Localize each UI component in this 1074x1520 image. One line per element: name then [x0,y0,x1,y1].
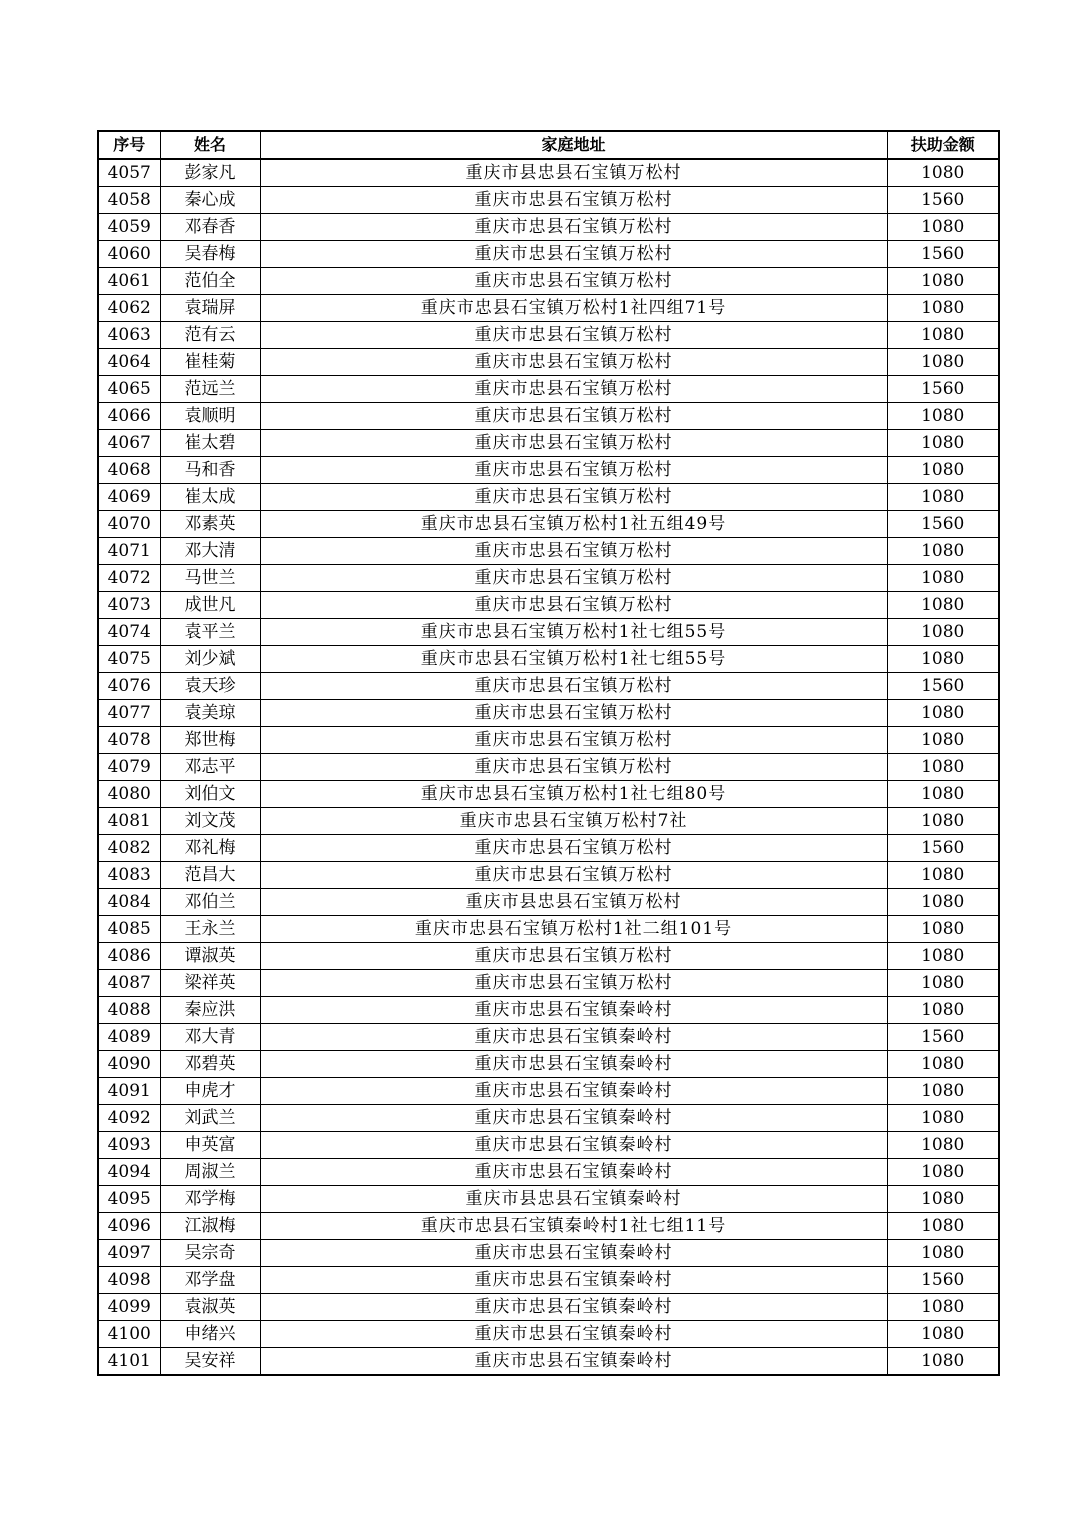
address-cell: 重庆市县忠县石宝镇万松村 [260,889,887,916]
name-cell: 范远兰 [160,376,260,403]
address-cell: 重庆市县忠县石宝镇秦岭村 [260,1186,887,1213]
serial-number-cell: 4062 [98,295,160,322]
serial-number-cell: 4082 [98,835,160,862]
amount-cell: 1080 [887,1348,999,1376]
amount-cell: 1080 [887,808,999,835]
serial-number-cell: 4074 [98,619,160,646]
name-cell: 邓春香 [160,214,260,241]
address-cell: 重庆市忠县石宝镇万松村 [260,943,887,970]
address-cell: 重庆市忠县石宝镇万松村 [260,214,887,241]
table-row [98,565,999,592]
amount-cell: 1080 [887,916,999,943]
header-home-address: 家庭地址 [260,131,887,159]
amount-cell: 1080 [887,565,999,592]
amount-cell: 1080 [887,889,999,916]
serial-number-cell: 4077 [98,700,160,727]
name-cell: 成世凡 [160,592,260,619]
table-row [98,781,999,808]
table-row [98,889,999,916]
name-cell: 袁美琼 [160,700,260,727]
table-row [98,646,999,673]
serial-number-cell: 4081 [98,808,160,835]
serial-number-cell: 4086 [98,943,160,970]
name-cell: 范昌大 [160,862,260,889]
serial-number-cell: 4071 [98,538,160,565]
name-cell: 吴宗奇 [160,1240,260,1267]
serial-number-cell: 4085 [98,916,160,943]
address-cell: 重庆市忠县石宝镇秦岭村1社七组11号 [260,1213,887,1240]
address-cell: 重庆市忠县石宝镇万松村 [260,835,887,862]
amount-cell: 1080 [887,1321,999,1348]
table-row [98,511,999,538]
table-row [98,835,999,862]
serial-number-cell: 4060 [98,241,160,268]
address-cell: 重庆市忠县石宝镇秦岭村 [260,1267,887,1294]
amount-cell: 1080 [887,268,999,295]
table-row [98,943,999,970]
table-row [98,727,999,754]
amount-cell: 1080 [887,754,999,781]
table-row [98,1078,999,1105]
address-cell: 重庆市忠县石宝镇万松村 [260,592,887,619]
address-cell: 重庆市忠县石宝镇万松村1社四组71号 [260,295,887,322]
name-cell: 梁祥英 [160,970,260,997]
name-cell: 范有云 [160,322,260,349]
serial-number-cell: 4096 [98,1213,160,1240]
name-cell: 刘文茂 [160,808,260,835]
address-cell: 重庆市忠县石宝镇万松村1社七组55号 [260,619,887,646]
amount-cell: 1080 [887,1132,999,1159]
table-row [98,1213,999,1240]
address-cell: 重庆市忠县石宝镇秦岭村 [260,1051,887,1078]
name-cell: 申绪兴 [160,1321,260,1348]
name-cell: 崔桂菊 [160,349,260,376]
name-cell: 崔太碧 [160,430,260,457]
table-row [98,970,999,997]
serial-number-cell: 4068 [98,457,160,484]
amount-cell: 1080 [887,970,999,997]
serial-number-cell: 4087 [98,970,160,997]
table-row [98,1348,999,1376]
header-assistance-amount: 扶助金额 [887,131,999,159]
address-cell: 重庆市忠县石宝镇秦岭村 [260,1078,887,1105]
name-cell: 邓大青 [160,1024,260,1051]
table-row [98,916,999,943]
name-cell: 江淑梅 [160,1213,260,1240]
table-row [98,241,999,268]
name-cell: 邓碧英 [160,1051,260,1078]
serial-number-cell: 4101 [98,1348,160,1376]
address-cell: 重庆市忠县石宝镇秦岭村 [260,1105,887,1132]
serial-number-cell: 4059 [98,214,160,241]
address-cell: 重庆市忠县石宝镇秦岭村 [260,1321,887,1348]
address-cell: 重庆市忠县石宝镇万松村 [260,187,887,214]
table-row [98,1051,999,1078]
serial-number-cell: 4080 [98,781,160,808]
table-row [98,457,999,484]
name-cell: 邓伯兰 [160,889,260,916]
address-cell: 重庆市忠县石宝镇万松村7社 [260,808,887,835]
table-row [98,1240,999,1267]
address-cell: 重庆市忠县石宝镇万松村 [260,727,887,754]
serial-number-cell: 4098 [98,1267,160,1294]
serial-number-cell: 4075 [98,646,160,673]
serial-number-cell: 4065 [98,376,160,403]
serial-number-cell: 4061 [98,268,160,295]
table-row [98,430,999,457]
table-row [98,1267,999,1294]
serial-number-cell: 4073 [98,592,160,619]
table-row [98,862,999,889]
amount-cell: 1080 [887,1078,999,1105]
amount-cell: 1080 [887,1294,999,1321]
name-cell: 邓学盘 [160,1267,260,1294]
serial-number-cell: 4079 [98,754,160,781]
serial-number-cell: 4093 [98,1132,160,1159]
assistance-table [97,130,1000,1376]
table-row [98,1294,999,1321]
amount-cell: 1080 [887,943,999,970]
amount-cell: 1560 [887,1024,999,1051]
name-cell: 秦应洪 [160,997,260,1024]
table-row [98,268,999,295]
serial-number-cell: 4092 [98,1105,160,1132]
address-cell: 重庆市忠县石宝镇万松村1社五组49号 [260,511,887,538]
name-cell: 刘少斌 [160,646,260,673]
serial-number-cell: 4090 [98,1051,160,1078]
name-cell: 吴春梅 [160,241,260,268]
address-cell: 重庆市忠县石宝镇秦岭村 [260,1348,887,1376]
table-row [98,1186,999,1213]
name-cell: 刘武兰 [160,1105,260,1132]
table-row [98,592,999,619]
name-cell: 崔太成 [160,484,260,511]
amount-cell: 1080 [887,214,999,241]
table-row [98,1024,999,1051]
address-cell: 重庆市忠县石宝镇万松村1社二组101号 [260,916,887,943]
amount-cell: 1080 [887,646,999,673]
name-cell: 袁天珍 [160,673,260,700]
serial-number-cell: 4066 [98,403,160,430]
amount-cell: 1080 [887,781,999,808]
address-cell: 重庆市忠县石宝镇万松村 [260,862,887,889]
table-header [98,131,999,159]
table-row [98,159,999,187]
serial-number-cell: 4063 [98,322,160,349]
address-cell: 重庆市忠县石宝镇万松村 [260,538,887,565]
address-cell: 重庆市忠县石宝镇万松村 [260,430,887,457]
serial-number-cell: 4064 [98,349,160,376]
table-row [98,997,999,1024]
address-cell: 重庆市忠县石宝镇万松村 [260,565,887,592]
serial-number-cell: 4097 [98,1240,160,1267]
name-cell: 马世兰 [160,565,260,592]
serial-number-cell: 4091 [98,1078,160,1105]
table-row [98,349,999,376]
amount-cell: 1080 [887,619,999,646]
serial-number-cell: 4095 [98,1186,160,1213]
table-row [98,673,999,700]
header-name: 姓名 [160,131,260,159]
amount-cell: 1080 [887,349,999,376]
serial-number-cell: 4083 [98,862,160,889]
amount-cell: 1080 [887,1105,999,1132]
name-cell: 申英富 [160,1132,260,1159]
serial-number-cell: 4067 [98,430,160,457]
name-cell: 袁淑英 [160,1294,260,1321]
address-cell: 重庆市忠县石宝镇万松村 [260,970,887,997]
address-cell: 重庆市忠县石宝镇万松村 [260,457,887,484]
table-row [98,322,999,349]
serial-number-cell: 4076 [98,673,160,700]
serial-number-cell: 4084 [98,889,160,916]
serial-number-cell: 4094 [98,1159,160,1186]
name-cell: 申虎才 [160,1078,260,1105]
table-row [98,700,999,727]
address-cell: 重庆市忠县石宝镇秦岭村 [260,1024,887,1051]
name-cell: 邓素英 [160,511,260,538]
name-cell: 刘伯文 [160,781,260,808]
amount-cell: 1080 [887,1213,999,1240]
table-row [98,1105,999,1132]
address-cell: 重庆市忠县石宝镇万松村 [260,484,887,511]
address-cell: 重庆市忠县石宝镇万松村 [260,673,887,700]
table-row [98,295,999,322]
amount-cell: 1080 [887,484,999,511]
amount-cell: 1560 [887,835,999,862]
name-cell: 彭家凡 [160,159,260,187]
serial-number-cell: 4058 [98,187,160,214]
name-cell: 王永兰 [160,916,260,943]
serial-number-cell: 4078 [98,727,160,754]
name-cell: 邓礼梅 [160,835,260,862]
serial-number-cell: 4088 [98,997,160,1024]
amount-cell: 1080 [887,538,999,565]
address-cell: 重庆市忠县石宝镇万松村 [260,754,887,781]
address-cell: 重庆市忠县石宝镇万松村 [260,241,887,268]
serial-number-cell: 4069 [98,484,160,511]
amount-cell: 1560 [887,187,999,214]
address-cell: 重庆市忠县石宝镇万松村1社七组55号 [260,646,887,673]
serial-number-cell: 4100 [98,1321,160,1348]
amount-cell: 1080 [887,322,999,349]
amount-cell: 1560 [887,673,999,700]
table-body [98,159,999,1375]
address-cell: 重庆市忠县石宝镇万松村1社七组80号 [260,781,887,808]
amount-cell: 1080 [887,727,999,754]
table-row [98,754,999,781]
name-cell: 袁顺明 [160,403,260,430]
address-cell: 重庆市忠县石宝镇秦岭村 [260,997,887,1024]
amount-cell: 1080 [887,295,999,322]
address-cell: 重庆市忠县石宝镇万松村 [260,322,887,349]
name-cell: 周淑兰 [160,1159,260,1186]
address-cell: 重庆市忠县石宝镇万松村 [260,268,887,295]
amount-cell: 1080 [887,997,999,1024]
serial-number-cell: 4057 [98,159,160,187]
name-cell: 吴安祥 [160,1348,260,1376]
table-row [98,808,999,835]
address-cell: 重庆市忠县石宝镇秦岭村 [260,1132,887,1159]
table-row [98,187,999,214]
name-cell: 谭淑英 [160,943,260,970]
name-cell: 秦心成 [160,187,260,214]
table-row [98,1321,999,1348]
name-cell: 范伯全 [160,268,260,295]
address-cell: 重庆市忠县石宝镇万松村 [260,700,887,727]
table-row [98,619,999,646]
address-cell: 重庆市忠县石宝镇万松村 [260,403,887,430]
amount-cell: 1560 [887,511,999,538]
serial-number-cell: 4089 [98,1024,160,1051]
amount-cell: 1080 [887,1186,999,1213]
amount-cell: 1080 [887,159,999,187]
amount-cell: 1080 [887,430,999,457]
amount-cell: 1080 [887,1051,999,1078]
amount-cell: 1080 [887,1240,999,1267]
table-row [98,403,999,430]
table-row [98,1132,999,1159]
amount-cell: 1080 [887,700,999,727]
table-row [98,1159,999,1186]
name-cell: 邓学梅 [160,1186,260,1213]
name-cell: 郑世梅 [160,727,260,754]
amount-cell: 1080 [887,592,999,619]
header-serial-number: 序号 [98,131,160,159]
table-row [98,538,999,565]
name-cell: 袁瑞屏 [160,295,260,322]
amount-cell: 1080 [887,457,999,484]
serial-number-cell: 4072 [98,565,160,592]
address-cell: 重庆市县忠县石宝镇万松村 [260,159,887,187]
amount-cell: 1560 [887,1267,999,1294]
name-cell: 马和香 [160,457,260,484]
amount-cell: 1560 [887,376,999,403]
name-cell: 邓志平 [160,754,260,781]
table-row [98,376,999,403]
address-cell: 重庆市忠县石宝镇秦岭村 [260,1294,887,1321]
amount-cell: 1560 [887,241,999,268]
amount-cell: 1080 [887,1159,999,1186]
table-row [98,484,999,511]
name-cell: 袁平兰 [160,619,260,646]
address-cell: 重庆市忠县石宝镇万松村 [260,376,887,403]
address-cell: 重庆市忠县石宝镇秦岭村 [260,1240,887,1267]
table-row [98,214,999,241]
address-cell: 重庆市忠县石宝镇万松村 [260,349,887,376]
serial-number-cell: 4070 [98,511,160,538]
serial-number-cell: 4099 [98,1294,160,1321]
header-row [98,131,999,159]
amount-cell: 1080 [887,403,999,430]
amount-cell: 1080 [887,862,999,889]
address-cell: 重庆市忠县石宝镇秦岭村 [260,1159,887,1186]
name-cell: 邓大清 [160,538,260,565]
